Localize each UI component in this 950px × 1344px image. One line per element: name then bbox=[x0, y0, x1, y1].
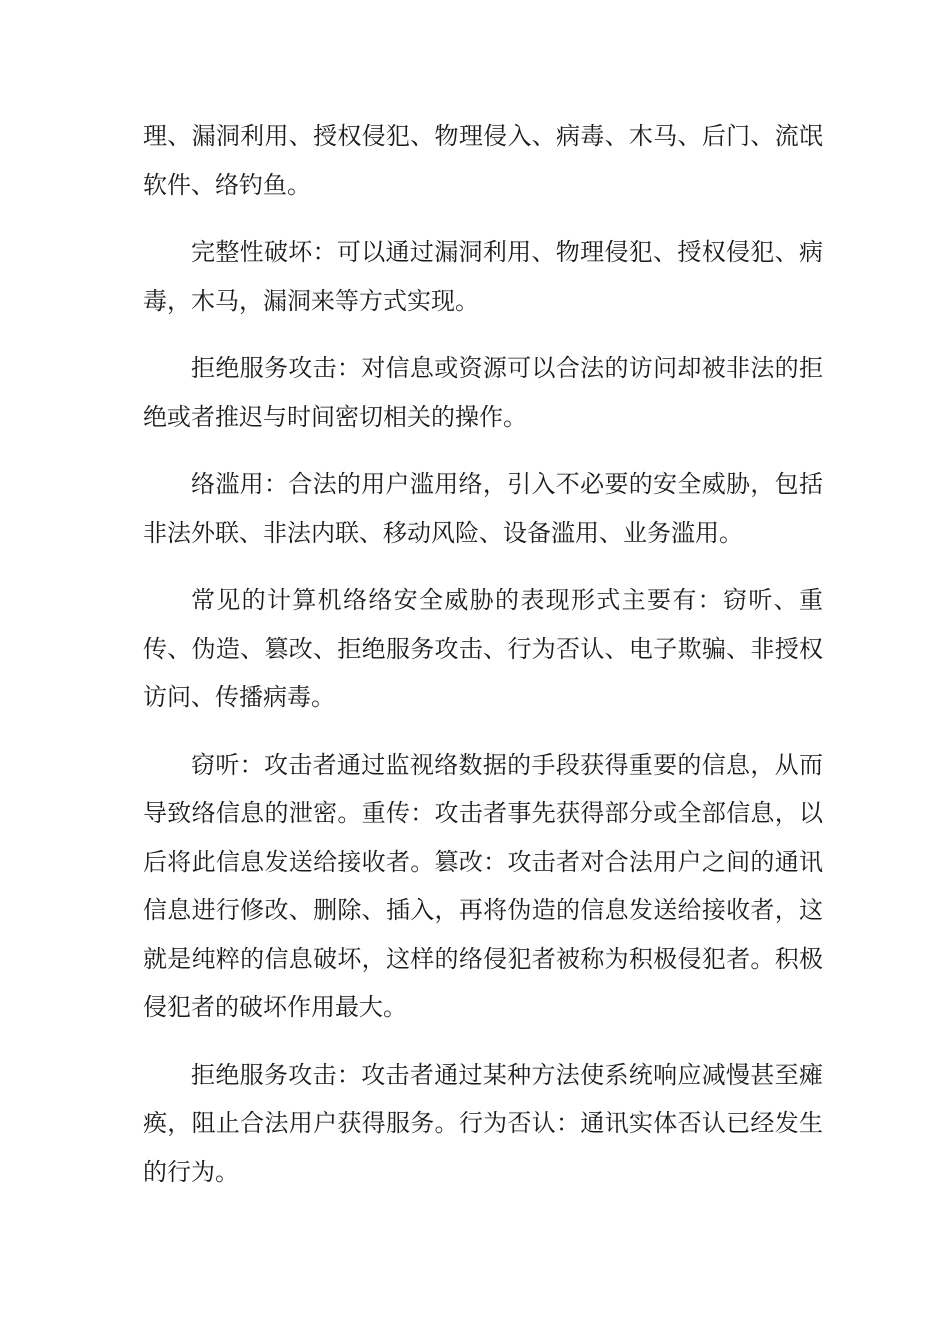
paragraph-threat-forms: 常见的计算机络络安全威胁的表现形式主要有：窃听、重传、伪造、篡改、拒绝服务攻击、行为否认、电子欺骗、非授权访问、传播病毒。 bbox=[143, 586, 823, 711]
paragraph-dos-repudiation: 拒绝服务攻击：攻击者通过某种方法使系统响应减慢甚至瘫痪，阻止合法用户获得服务。行为否认：通讯实体否认已经发生的行为。 bbox=[143, 1060, 823, 1186]
paragraph-denial-of-service: 拒绝服务攻击：对信息或资源可以合法的访问却被非法的拒绝或者推迟与时间密切相关的操作。 bbox=[143, 354, 823, 431]
paragraph-continuation: 理、漏洞利用、授权侵犯、物理侵入、病毒、木马、后门、流氓软件、络钓鱼。 bbox=[143, 122, 823, 199]
document-body bbox=[143, 112, 823, 1215]
paragraph-eavesdropping: 窃听：攻击者通过监视络数据的手段获得重要的信息，从而导致络信息的泄密。重传：攻击者事先获得部分或全部信息，以后将此信息发送给接收者。篡改：攻击者对合法用户之间的通讯信息进行修改、删除、插入，再将伪造的信息发送给接收者，这就是纯粹的信息破坏，这样的络侵犯者被称为积极侵犯者。积极侵犯者的破坏作用最大。 bbox=[143, 750, 823, 1021]
paragraph-integrity-damage: 完整性破坏：可以通过漏洞利用、物理侵犯、授权侵犯、病毒，木马，漏洞来等方式实现。 bbox=[143, 238, 823, 315]
paragraph-network-abuse: 络滥用：合法的用户滥用络，引入不必要的安全威胁，包括非法外联、非法内联、移动风险、设备滥用、业务滥用。 bbox=[143, 470, 823, 547]
